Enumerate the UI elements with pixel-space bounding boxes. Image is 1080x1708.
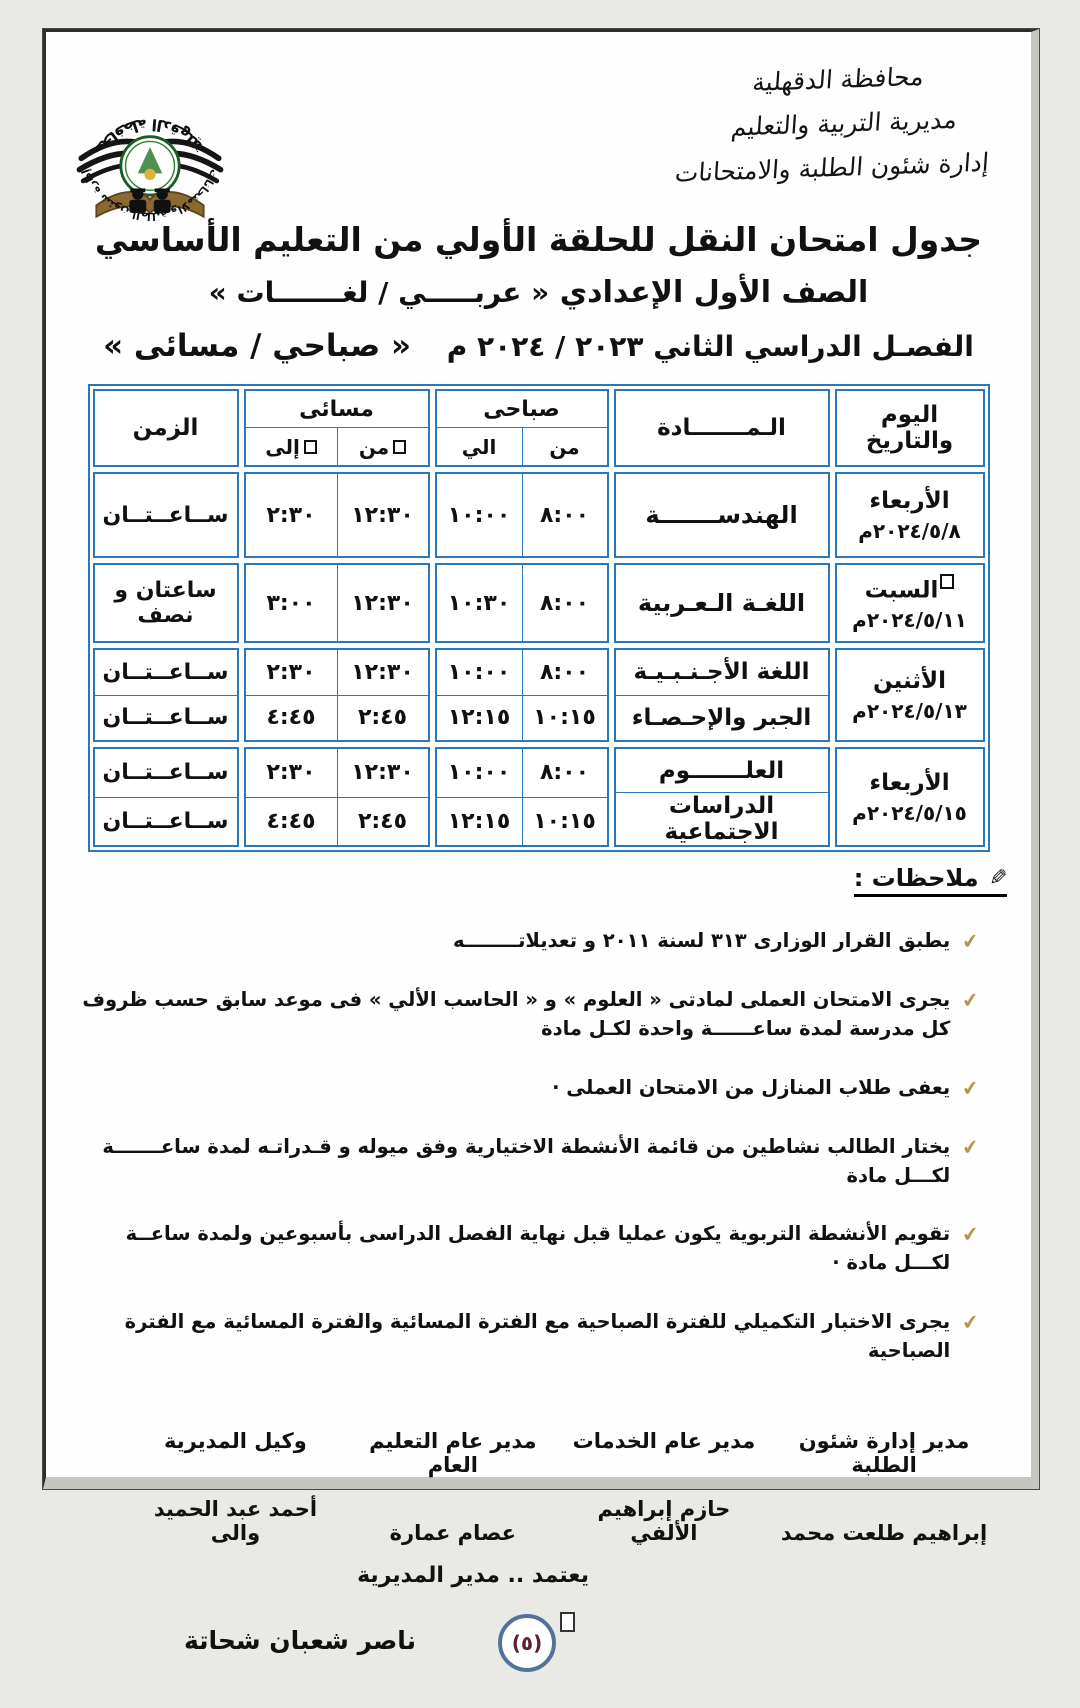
note-item: ✔ يطبق القرار الوزارى ٣١٣ لسنة ٢٠١١ و تعديلاتــــــــه bbox=[80, 926, 1007, 956]
notes-heading: ✎ ملاحظات : bbox=[854, 864, 1007, 897]
track-label: « عربـــــي / لغـــــــات » bbox=[208, 276, 550, 309]
artifact-square-icon bbox=[560, 1612, 575, 1632]
day-cell: الأثنين ٢٠٢٤/٥/١٣م bbox=[835, 648, 985, 742]
duration-cell: ساعتان و نصف bbox=[93, 563, 239, 643]
director-name: ناصر شعبان شحاتة bbox=[184, 1626, 417, 1655]
document-page bbox=[42, 28, 1040, 1655]
note-item: ✔ يجرى الامتحان العملى لمادتى « العلوم » و « الحاسب الألي » فى موعد سابق حسب ظروف كل مدرسة لمدة ساعــــــة واحدة لكـل مادة bbox=[80, 985, 1007, 1044]
day-cell: السبت ٢٠٢٤/٥/١١م bbox=[835, 563, 985, 643]
morning-times-cell: ٨:٠٠ ١٠:٠٠ bbox=[435, 472, 609, 558]
check-bullet-icon: ✔ bbox=[960, 1220, 981, 1248]
page-footer bbox=[46, 1598, 1031, 1708]
calligraphy-line: إدارة شئون الطلبة والامتحانات bbox=[673, 147, 990, 188]
evening-times-cell: ١٢:٣٠ ٣:٠٠ bbox=[244, 563, 430, 643]
subject-cell-double: اللغة الأجـنـبـيـة الجبر والإحـصـاء bbox=[614, 648, 830, 742]
duration-cell-double: ســاعــتــان ســاعــتــان bbox=[93, 648, 239, 742]
note-item: ✔ يجرى الاختبار التكميلي للفترة الصباحية مع الفترة المسائية والفترة المسائية مع الفترة الصباحية bbox=[80, 1307, 1007, 1366]
signature-block: مدير عام الخدمات حازم إبراهيم الألفي bbox=[572, 1429, 756, 1545]
check-bullet-icon: ✔ bbox=[960, 1133, 981, 1160]
subject-cell: اللغـة الـعـربية bbox=[614, 563, 830, 643]
main-title: جدول امتحان النقل للحلقة الأولي من التعليم الأساسي bbox=[94, 220, 983, 259]
directorate-calligraphy-header bbox=[640, 51, 1031, 196]
col-header-duration: الزمن bbox=[93, 389, 239, 467]
morning-times-cell-double: ٨:٠٠ ١٠:٠٠ ١٠:١٥ ١٢:١٥ bbox=[435, 747, 609, 847]
note-item: ✔ يختار الطالب نشاطين من قائمة الأنشطة الاختيارية وفق ميوله و قـدراتـه لمدة ساعـــــــة لكـــل مادة bbox=[80, 1132, 1007, 1191]
signature-block: مدير إدارة شئون الطلبة إبراهيم طلعت محمد bbox=[780, 1429, 988, 1545]
check-bullet-icon: ✔ bbox=[960, 1074, 981, 1101]
morning-times-cell: ٨:٠٠ ١٠:٣٠ bbox=[435, 563, 609, 643]
col-header-evening bbox=[244, 389, 430, 467]
evening-times-cell: ١٢:٣٠ ٢:٣٠ bbox=[244, 472, 430, 558]
signature-block: مدير عام التعليم العام عصام عمارة bbox=[369, 1429, 537, 1545]
duration-cell-double: ســاعــتــان ســاعــتــان bbox=[93, 747, 239, 847]
notes-section bbox=[46, 864, 1031, 1365]
page-number-badge: (٥) bbox=[498, 1614, 556, 1672]
morning-from-label: من bbox=[522, 428, 607, 465]
calligraphy-line: مديرية التربية والتعليم bbox=[730, 104, 958, 142]
grade-label: الصف الأول الإعدادي bbox=[559, 275, 869, 310]
shift-label: « صباحي / مسائى » bbox=[103, 328, 411, 364]
morning-label: صباحى bbox=[437, 391, 607, 428]
note-item: ✔ يعفى طلاب المنازل من الامتحان العملى · bbox=[80, 1073, 1007, 1103]
governorate-logo bbox=[64, 68, 236, 228]
check-bullet-icon: ✔ bbox=[960, 1308, 981, 1335]
signature-block: وكيل المديرية أحمد عبد الحميد والى bbox=[153, 1429, 318, 1545]
checkbox-square-icon bbox=[393, 440, 406, 454]
checkbox-square-icon bbox=[940, 574, 954, 589]
evening-from-label: من bbox=[337, 428, 428, 465]
col-header-day-date: اليوم والتاريخ bbox=[835, 389, 985, 467]
exam-schedule-table bbox=[88, 384, 990, 852]
checkbox-square-icon bbox=[304, 440, 317, 454]
logo-emblem-icon bbox=[64, 68, 236, 228]
evening-to-label: إلى bbox=[246, 428, 337, 465]
evening-label: مسائى bbox=[246, 391, 428, 428]
day-cell: الأربعاء ٢٠٢٤/٥/١٥م bbox=[835, 747, 985, 847]
note-item: ✔ تقويم الأنشطة التربوية يكون عمليا قبل نهاية الفصل الدراسى بأسبوعين ولمدة ساعــة لكـــل مادة · bbox=[80, 1219, 1007, 1278]
check-bullet-icon: ✔ bbox=[960, 927, 981, 955]
semester-title bbox=[46, 328, 1031, 364]
svg-text:محافظة الدقهلية: محافظة الدقهلية bbox=[90, 115, 210, 159]
col-header-subject: الـمـــــــادة bbox=[614, 389, 830, 467]
check-bullet-icon: ✔ bbox=[960, 986, 981, 1014]
evening-times-cell-double: ١٢:٣٠ ٢:٣٠ ٢:٤٥ ٤:٤٥ bbox=[244, 648, 430, 742]
pen-icon: ✎ bbox=[988, 865, 1007, 891]
morning-times-cell-double: ٨:٠٠ ١٠:٠٠ ١٠:١٥ ١٢:١٥ bbox=[435, 648, 609, 742]
duration-cell: ســاعــتــان bbox=[93, 472, 239, 558]
grade-title bbox=[46, 275, 1031, 310]
evening-times-cell-double: ١٢:٣٠ ٢:٣٠ ٢:٤٥ ٤:٤٥ bbox=[244, 747, 430, 847]
approval-line: يعتمد .. مدير المديرية bbox=[357, 1563, 589, 1588]
calligraphy-line: محافظة الدقهلية bbox=[751, 61, 925, 97]
subject-cell-double: العلـــــــوم الدراسات الاجتماعية bbox=[614, 747, 830, 847]
col-header-morning bbox=[435, 389, 609, 467]
subject-cell: الهندســـــــة bbox=[614, 472, 830, 558]
morning-to-label: الي bbox=[461, 434, 497, 459]
svg-text:إدارة شئون الطلبة والامتحانات: إدارة شئون الطلبة والامتحانات bbox=[78, 167, 222, 223]
day-cell: الأربعاء ٢٠٢٤/٥/٨م bbox=[835, 472, 985, 558]
page-3d-border bbox=[43, 29, 1039, 1655]
semester-label: الفصـل الدراسي الثاني ٢٠٢٣ / ٢٠٢٤ م bbox=[446, 330, 974, 363]
